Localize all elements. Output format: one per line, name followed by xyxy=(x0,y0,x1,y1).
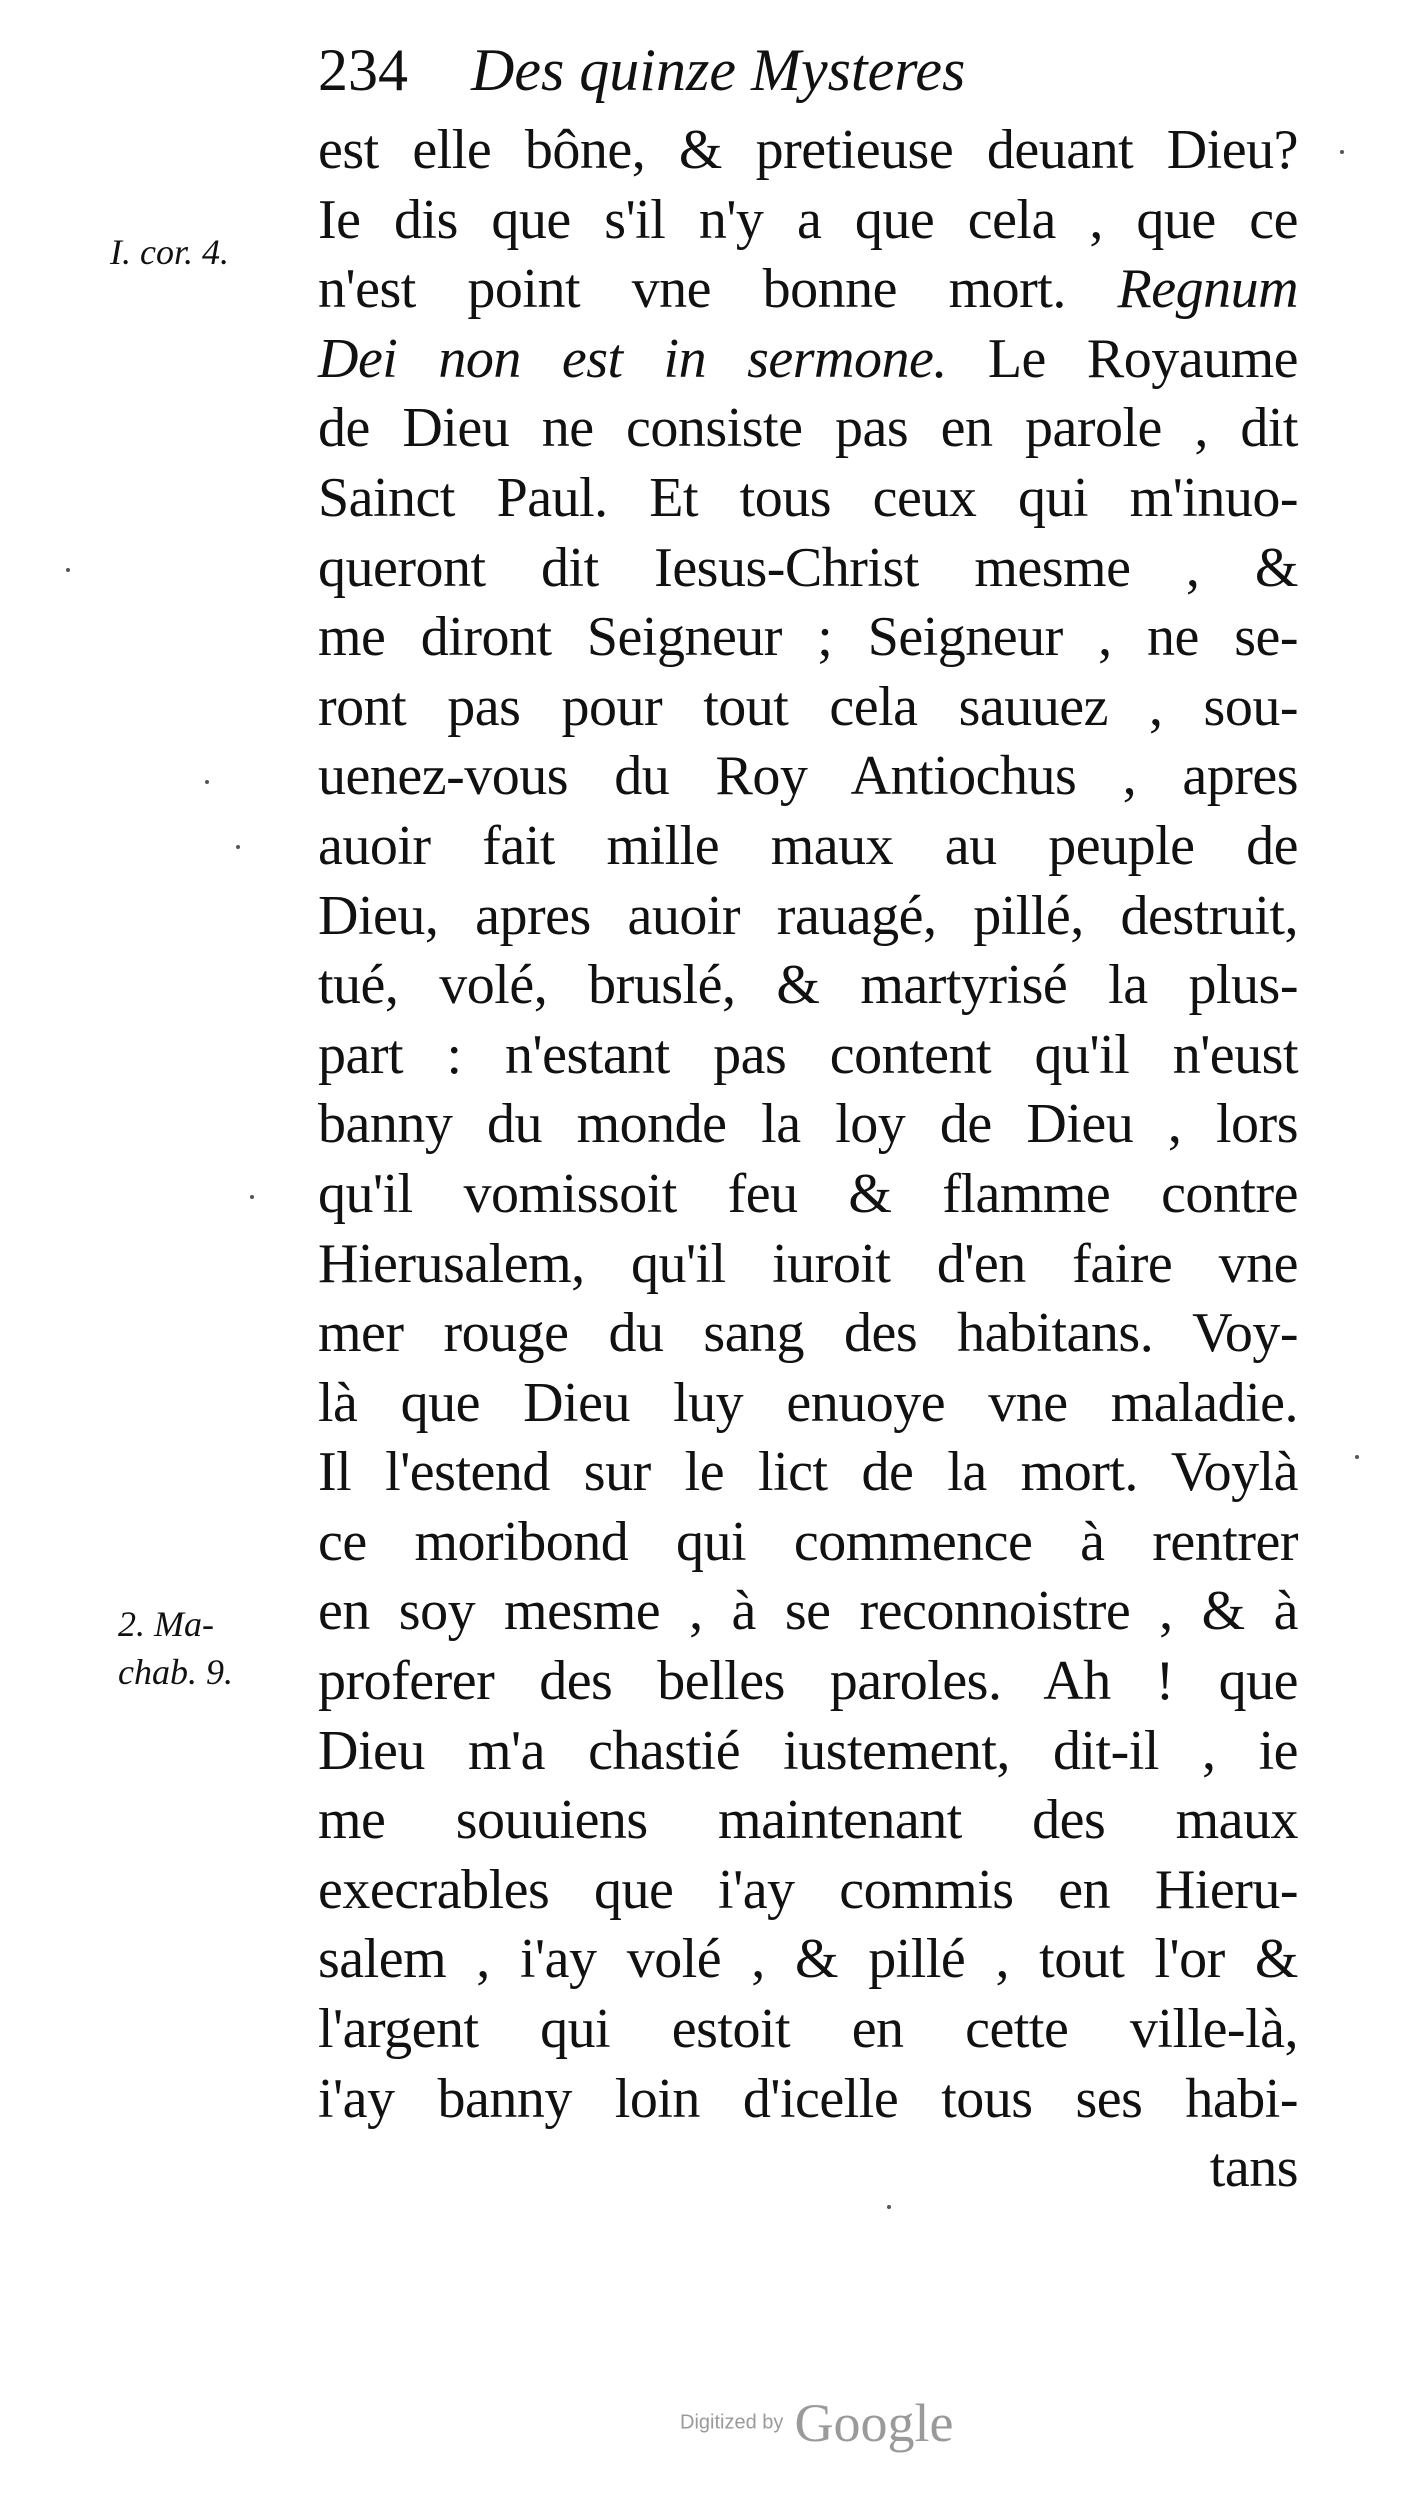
text-line: part : n'estant pas content qu'il n'eust xyxy=(318,1023,1298,1086)
running-title: Des quinze Mysteres xyxy=(471,37,966,103)
google-logo: Google xyxy=(794,2393,954,2453)
page-number: 234 xyxy=(318,37,408,103)
text-line: me diront Seigneur ; Seigneur , ne se- xyxy=(318,606,1298,669)
digitized-watermark: Digitized by Google xyxy=(680,2393,954,2453)
text-line: Sainct Paul. Et tous ceux qui m'inuo- xyxy=(318,466,1298,529)
text-line: est elle bône, & pretieuse deuant Dieu? xyxy=(318,119,1298,181)
text-line: n'est point vne bonne mort. Regnum xyxy=(318,258,1299,321)
text-line: auoir fait mille maux au peuple de xyxy=(318,814,1298,877)
text-line: Dieu, apres auoir rauagé, pillé, destruit, xyxy=(318,884,1298,947)
ink-speck xyxy=(66,568,70,572)
latin-quote: Dei non est in sermone. xyxy=(318,327,947,390)
text-line: Dei non est in sermone. Le Royaume xyxy=(318,327,1299,390)
ink-speck xyxy=(1355,1455,1359,1459)
text-line: en soy mesme , à se reconnoistre , & à xyxy=(318,1580,1298,1643)
ink-speck xyxy=(236,845,240,849)
text-line: l'argent qui estoit en cette ville-là, xyxy=(318,1998,1298,2061)
text-line: queront dit Iesus-Christ mesme , & xyxy=(318,536,1298,599)
text-line: Hierusalem, qu'il iuroit d'en faire vne xyxy=(318,1232,1298,1295)
running-head xyxy=(318,30,1298,110)
text-line: Ie dis que s'il n'y a que cela , que ce xyxy=(318,188,1298,251)
ink-speck xyxy=(1340,150,1344,154)
margin-note-machabees: 2. Ma- chab. 9. xyxy=(118,1604,233,1692)
ink-speck xyxy=(205,780,209,784)
catchword: tans xyxy=(1209,2137,1298,2200)
latin-quote: Regnum xyxy=(1117,258,1299,321)
text-line: ce moribond qui commence à rentrer xyxy=(318,1510,1298,1573)
text-line: ront pas pour tout cela sauuez , sou- xyxy=(318,675,1298,738)
text-line: qu'il vomissoit feu & flamme contre xyxy=(318,1162,1298,1225)
text-line: mer rouge du sang des habitans. Voy- xyxy=(318,1302,1298,1365)
text-line: execrables que i'ay commis en Hieru- xyxy=(318,1858,1298,1921)
body-text xyxy=(318,116,1298,2204)
ink-speck xyxy=(250,1195,254,1199)
text-line: me souuiens maintenant des maux xyxy=(318,1789,1298,1852)
text-line: salem , i'ay volé , & pillé , tout l'or & xyxy=(318,1928,1298,1991)
ink-speck xyxy=(887,2205,891,2209)
text-line: là que Dieu luy enuoye vne maladie. xyxy=(318,1371,1298,1434)
text-line: banny du monde la loy de Dieu , lors xyxy=(318,1093,1298,1156)
text-line: Dieu m'a chastié iustement, dit-il , ie xyxy=(318,1719,1298,1782)
text-line: tué, volé, bruslé, & martyrisé la plus- xyxy=(318,954,1298,1017)
margin-note-corinthians: I. cor. 4. xyxy=(110,232,229,272)
text-line: de Dieu ne consiste pas en parole , dit xyxy=(318,397,1298,460)
text-line: Il l'estend sur le lict de la mort. Voylà xyxy=(318,1441,1298,1504)
text-line: i'ay banny loin d'icelle tous ses habi- xyxy=(318,2067,1298,2130)
text-line: proferer des belles paroles. Ah ! que xyxy=(318,1650,1298,1713)
text-line: uenez-vous du Roy Antiochus , apres xyxy=(318,745,1298,808)
